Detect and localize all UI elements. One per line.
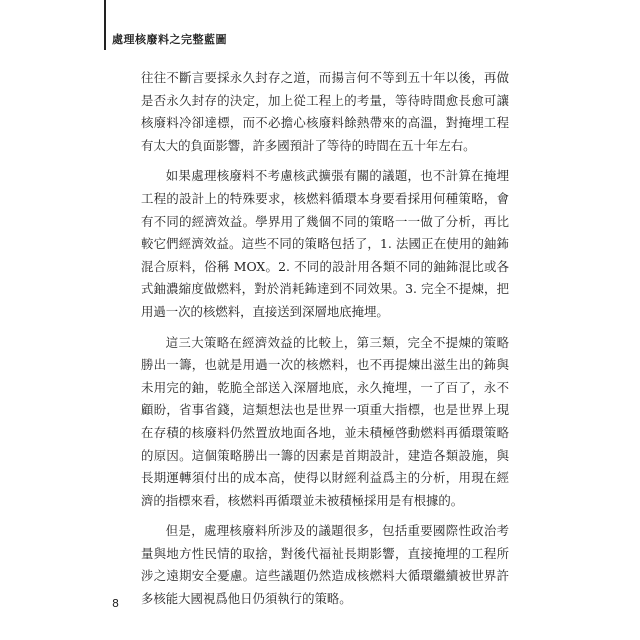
running-head-title: 處理核廢料之完整藍圖 — [112, 33, 227, 46]
page-number: 8 — [112, 597, 119, 610]
paragraph-3: 這三大策略在經濟效益的比較上，第三類，完全不提煉的策略勝出一籌，也就是用過一次的核燃料，也不再提煉出滋生出的鈽與未用完的鈾，乾脆全部送入深層地底，永久掩埋，一了百了，永不顧盼，省事省錢，這類想法也是世界一項重大指標，也是世界上現在存積的核廢料仍然置放地面各地，並未積極啓動燃料再循環策略的原因。這個策略勝出一籌的因素是首期設計，建造各類設施，與長期運轉須付出的成本高，使得以財經利益爲主的分析，用現在經濟的指標來看，核燃料再循環並未被積極採用是有根據的。 — [141, 334, 509, 508]
paragraph-4: 但是，處理核廢料所涉及的議題很多，包括重要國際性政治考量與地方性民情的取捨，對後代福祉長期影響，直接掩埋的工程所涉之遠期安全憂慮。這些議題仍然造成核燃料大循環繼續被世界許多核能大國視爲他日仍須執行的策略。 — [141, 523, 509, 607]
paragraph-2: 如果處理核廢料不考慮核武擴張有關的議題，也不計算在掩埋工程的設計上的特殊要求，核燃料循環本身要看採用何種策略，會有不同的經濟效益。學界用了幾個不同的策略一一做了分析，再比較它們經濟效益。這些不同的策略包括了，1. 法國正在使用的鈾鈽混合原料，俗稱 MOX。2. 不同的設計用各類不同的鈾鈽混比或各式鈾濃縮度做燃料，對於消耗鈽達到不同效果。3. 完全不提煉，把用過一次的核燃料，直接送到深層地底掩埋。 — [141, 168, 509, 319]
paragraph-1: 往往不斷言要採永久封存之道，而揚言何不等到五十年以後，再做是否永久封存的決定，加上從工程上的考量，等待時間愈長愈可讓核廢料冷卻達標，而不必擔心核廢料餘熱帶來的高溫，對掩埋工程有太大的負面影響，許多國預計了等待的時間在五十年左右。 — [141, 70, 509, 153]
running-head-rule — [104, 0, 106, 50]
body-text — [141, 67, 509, 619]
